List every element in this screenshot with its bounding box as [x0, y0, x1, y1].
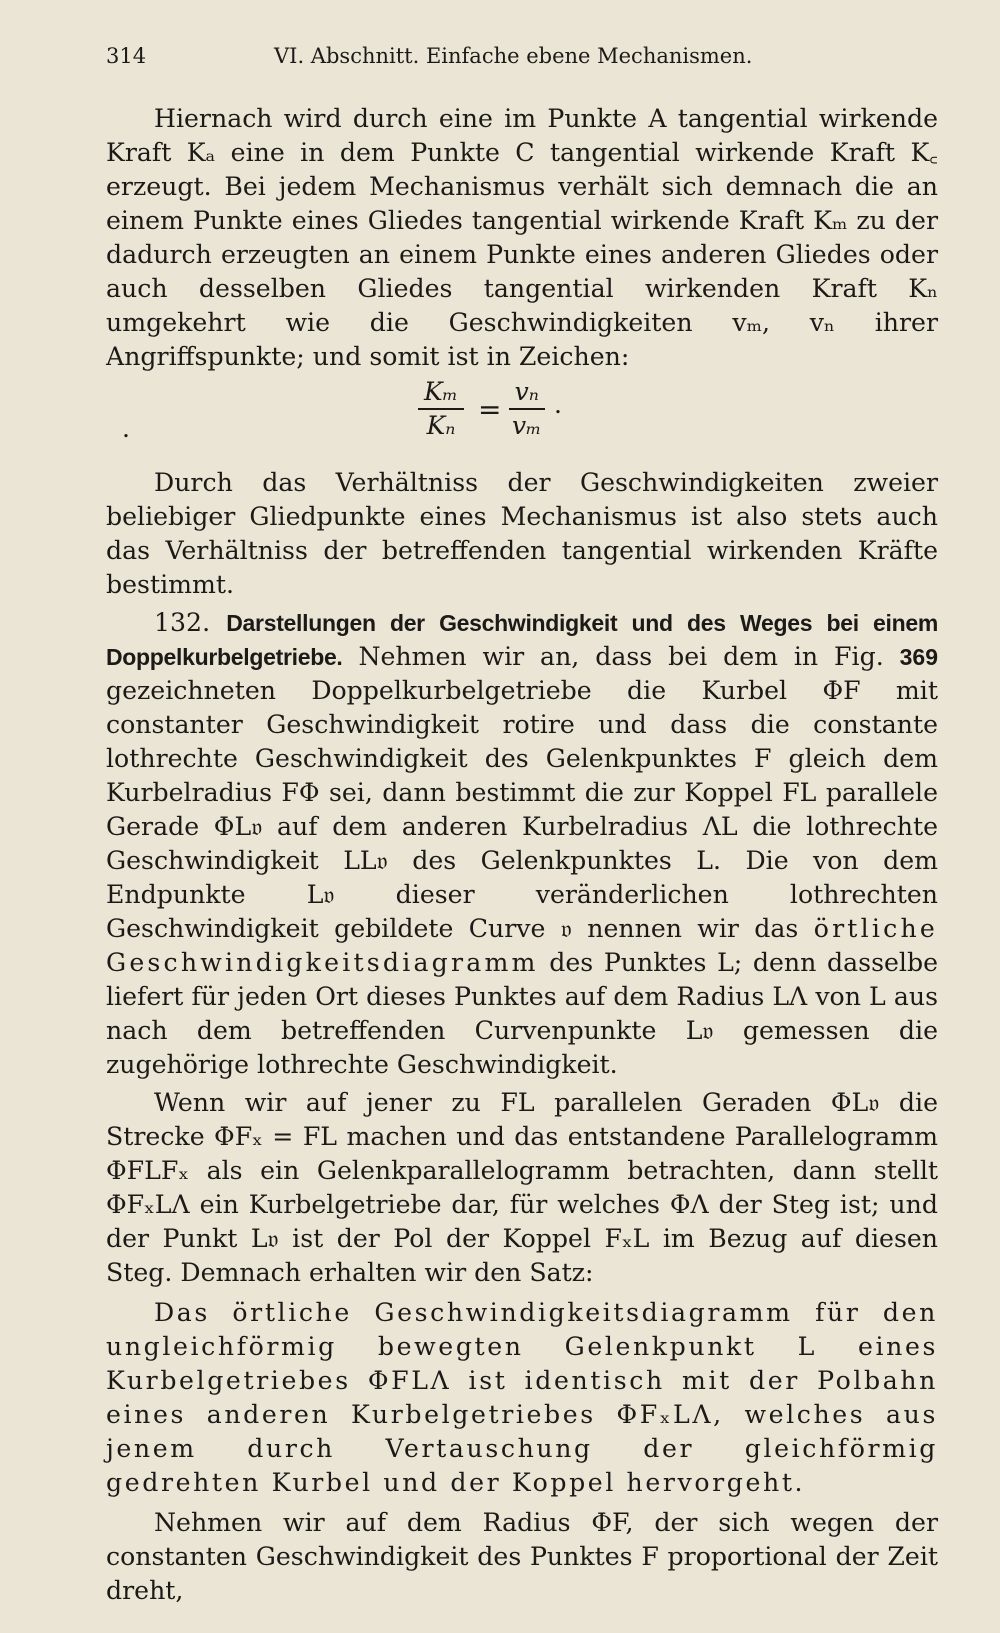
formula-rhs-denominator: vₘ	[512, 411, 542, 440]
running-title: VI. Abschnitt. Einfache ebene Mechanismen.	[274, 44, 753, 68]
formula-lhs-numerator: Kₘ	[418, 376, 464, 410]
formula-lhs-denominator: Kₙ	[426, 411, 456, 440]
formula-end-dot: .	[554, 390, 562, 419]
paragraph-force-velocity: Hiernach wird durch eine im Punkte A tangential wirkende Kraft Kₐ eine in dem Punkte C tangential wirkende Kraft K꜀ erzeugt. Bei jedem Mechanismus verhält sich demnach die an einem Punkte eines Gliedes tangential wirkende Kraft Kₘ zu der dadurch erzeugten an einem Punkte eines anderen Gliedes oder auch desselben Gliedes tangential wirkenden Kraft Kₙ umgekehrt wie die Geschwindigkeiten vₘ, vₙ ihrer Angriffspunkte; und somit ist in Zeichen:	[106, 104, 938, 371]
figure-reference: 369	[899, 644, 938, 670]
spaced-term: örtliche Geschwindigkeitsdiagramm	[106, 914, 938, 977]
formula-rhs-fraction	[506, 376, 547, 442]
paragraph-parallelogram: Wenn wir auf jener zu FL parallelen Geraden ΦL𝔳 die Strecke ΦFₓ = FL machen und das entstandene Parallelogramm ΦFLFₓ als ein Gelenkparallelogramm betrachten, dann stellt ΦFₓLΛ ein Kurbelgetriebe dar, für welches ΦΛ der Steg ist; und der Punkt L𝔳 ist der Pol der Koppel FₓL im Bezug auf diesen Steg. Demnach erhalten wir den Satz:	[106, 1088, 938, 1287]
section-text-b: gezeichneten Doppelkurbelgetriebe die Kurbel ΦF mit constanter Geschwindigkeit rotire und dass die constante lothrechte Geschwindigkeit des Gelenkpunktes F gleich dem Kurbelradius FΦ sei, dann bestimmt die zur Koppel FL parallele Gerade ΦL𝔳 auf dem anderen Kurbelradius ΛL die lothrechte Geschwindigkeit LL𝔳 des Gelenkpunktes L. Die von dem Endpunkte L𝔳 dieser veränderlichen lothrechten Geschwindigkeit gebildete Curve 𝔳 nennen wir das	[106, 676, 938, 943]
section-title: Darstellungen der Geschwindigkeit und des Weges bei einem Doppelkurbelgetriebe.	[106, 610, 938, 670]
page-number: 314	[106, 44, 147, 68]
formula-equals: =	[478, 393, 502, 426]
paragraph-radius: Nehmen wir auf dem Radius ΦF, der sich wegen der constanten Geschwindigkeit des Punktes F proportional der Zeit dreht,	[106, 1508, 938, 1605]
paragraph-ratio-conclusion: Durch das Verhältniss der Geschwindigkeiten zweier beliebiger Gliedpunkte eines Mechanismus ist also stets auch das Verhältniss der betreffenden tangential wirkenden Kräfte bestimmt.	[106, 468, 938, 599]
running-header	[106, 44, 938, 68]
section-number: 132.	[154, 608, 211, 637]
force-velocity-formula	[106, 374, 938, 460]
theorem-statement: Das örtliche Geschwindigkeitsdiagramm für den ungleichförmig bewegten Gelenkpunkt L eines Kurbelgetriebes ΦFLΛ ist identisch mit der Polbahn eines anderen Kurbelgetriebes ΦFₓLΛ, welches aus jenem durch Vertauschung der gleichförmig gedrehten Kurbel und der Koppel hervorgeht.	[106, 1298, 938, 1497]
formula-lead-dot: .	[122, 414, 130, 443]
section-text-a: Nehmen wir an, dass bei dem in Fig.	[358, 642, 884, 671]
formula-rhs-numerator: vₙ	[509, 376, 545, 410]
section-132-paragraph	[106, 606, 938, 1082]
section-text-c: des Punktes L; denn dasselbe liefert für jeden Ort dieses Punktes auf dem Radius LΛ von L aus nach dem betreffenden Curvenpunkte L𝔳 gemessen die zugehörige lothrechte Geschwindigkeit.	[106, 948, 938, 1079]
formula-lhs-fraction	[418, 376, 464, 442]
